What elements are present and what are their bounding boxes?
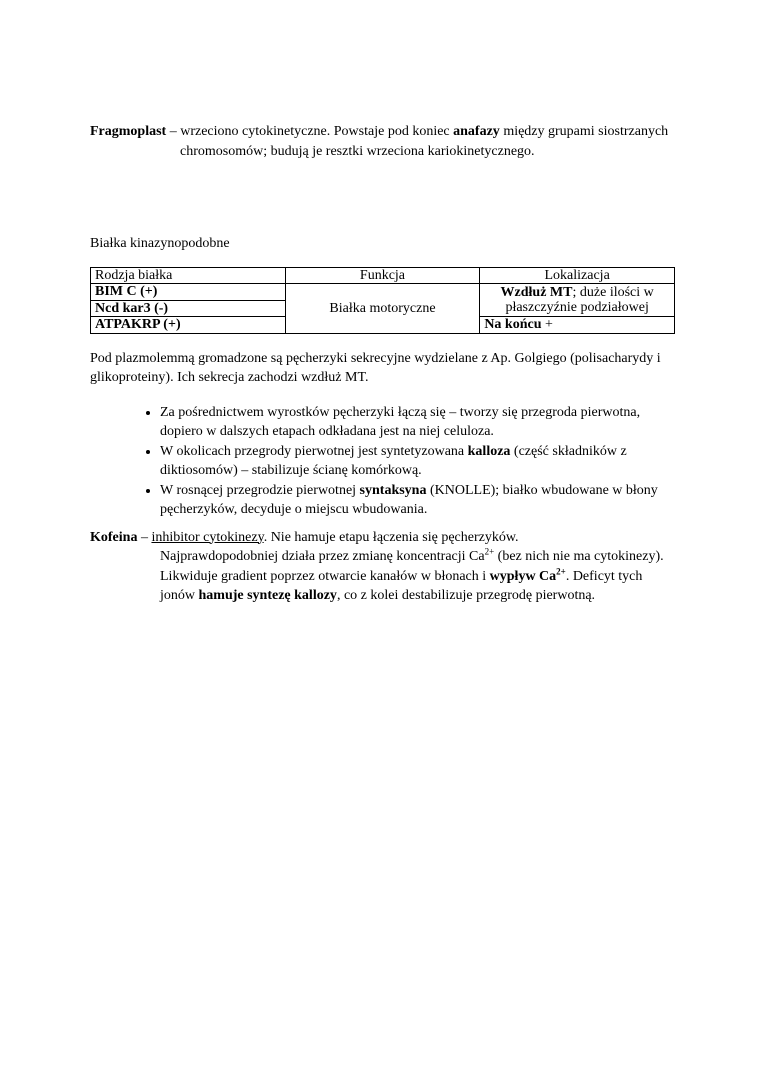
kofeina-continuation bbox=[160, 547, 675, 606]
term-kalloza: kalloza bbox=[467, 443, 511, 459]
text-segment: ; duże ilości w płaszczyźnie podziałowej bbox=[505, 284, 654, 315]
term-inhibitor-cytokinezy: inhibitor cytokinezy bbox=[151, 529, 264, 545]
table-header-row bbox=[91, 267, 675, 284]
text-segment: W rosnącej przegrodzie pierwotnej bbox=[160, 482, 360, 498]
table-cell-protein-bimc: BIM C (+) bbox=[91, 284, 286, 301]
bullet-list bbox=[90, 403, 675, 520]
kofeina-intro-line bbox=[90, 528, 675, 548]
table-header-rodzja: Rodzja białka bbox=[91, 267, 286, 284]
text-segment: – bbox=[137, 529, 152, 545]
table-header-lokalizacja: Lokalizacja bbox=[480, 267, 675, 284]
superscript-ca: 2+ bbox=[484, 546, 495, 557]
table-header-funkcja: Funkcja bbox=[285, 267, 480, 284]
text-segment: Wzdłuż MT bbox=[500, 284, 573, 300]
text-segment: Za pośrednictwem wyrostków pęcherzyki łączą się – tworzy się przegroda pierwotna, dopiero w dalszych etapach odkładana jest na niej celuloza. bbox=[160, 404, 641, 439]
term-hamuje-synteze: hamuje syntezę kallozy bbox=[198, 588, 337, 603]
table-row bbox=[91, 284, 675, 301]
text-segment: (bez nich nie ma cytokinezy). Likwiduje gradient poprzez otwarcie kanałów w błonach i bbox=[160, 549, 664, 584]
list-item-kalloza bbox=[160, 442, 675, 481]
term-anafazy: anafazy bbox=[453, 124, 500, 139]
text-segment: + bbox=[541, 317, 553, 332]
superscript-ca: 2+ bbox=[556, 565, 566, 576]
text-segment: (część składników z diktiosomów) – stabilizuje ścianę komórkową. bbox=[160, 443, 627, 478]
text-segment: , co z kolei destabilizuje przegrodę pierwotną. bbox=[336, 588, 596, 603]
table-cell-protein-atpakrp: ATPAKRP (+) bbox=[91, 317, 286, 334]
term-kofeina: Kofeina bbox=[90, 529, 138, 545]
section-heading: Białka kinazynopodobne bbox=[90, 236, 230, 251]
text-segment: Najprawdopodobniej działa przez zmianę koncentracji Ca bbox=[160, 549, 485, 564]
text-segment: . Nie hamuje etapu łączenia się pęcherzyków. bbox=[263, 529, 519, 545]
table-cell-funkcja: Białka motoryczne bbox=[285, 284, 480, 334]
paragraph-plazmolemma: Pod plazmolemmą gromadzone są pęcherzyki sekrecyjne wydzielane z Ap. Golgiego (polisacharydy i glikoproteiny). Ich sekrecja zachodzi wzdłuż MT. bbox=[90, 350, 661, 385]
list-item-przegroda bbox=[160, 403, 675, 442]
term-wyplyw-ca: wypływ Ca bbox=[489, 568, 557, 584]
text-segment: Na końcu bbox=[484, 317, 542, 332]
table-cell-lokalizacja-2 bbox=[480, 317, 675, 334]
text-segment: . Deficyt tych jonów bbox=[160, 568, 643, 603]
table-cell-lokalizacja-1 bbox=[480, 284, 675, 317]
term-syntaksyna: syntaksyna bbox=[359, 482, 427, 498]
text-segment: (KNOLLE); białko wbudowane w błony pęcherzyków, decyduje o miejscu wbudowania. bbox=[160, 482, 658, 517]
paragraph-kofeina bbox=[90, 528, 675, 606]
term-fragmoplast: Fragmoplast bbox=[90, 124, 167, 139]
table-cell-protein-ncd: Ncd kar3 (-) bbox=[91, 300, 286, 317]
kinesin-proteins-table bbox=[90, 267, 675, 334]
text-segment: między grupami siostrzanych chromosomów; budują je resztki wrzeciona kariokinetycznego. bbox=[180, 124, 669, 159]
text-segment: – wrzeciono cytokinetyczne. Powstaje pod koniec bbox=[166, 124, 454, 139]
paragraph-fragmoplast bbox=[90, 122, 675, 161]
list-item-syntaksyna bbox=[160, 481, 675, 520]
text-segment: W okolicach przegrody pierwotnej jest syntetyzowana bbox=[160, 443, 468, 459]
